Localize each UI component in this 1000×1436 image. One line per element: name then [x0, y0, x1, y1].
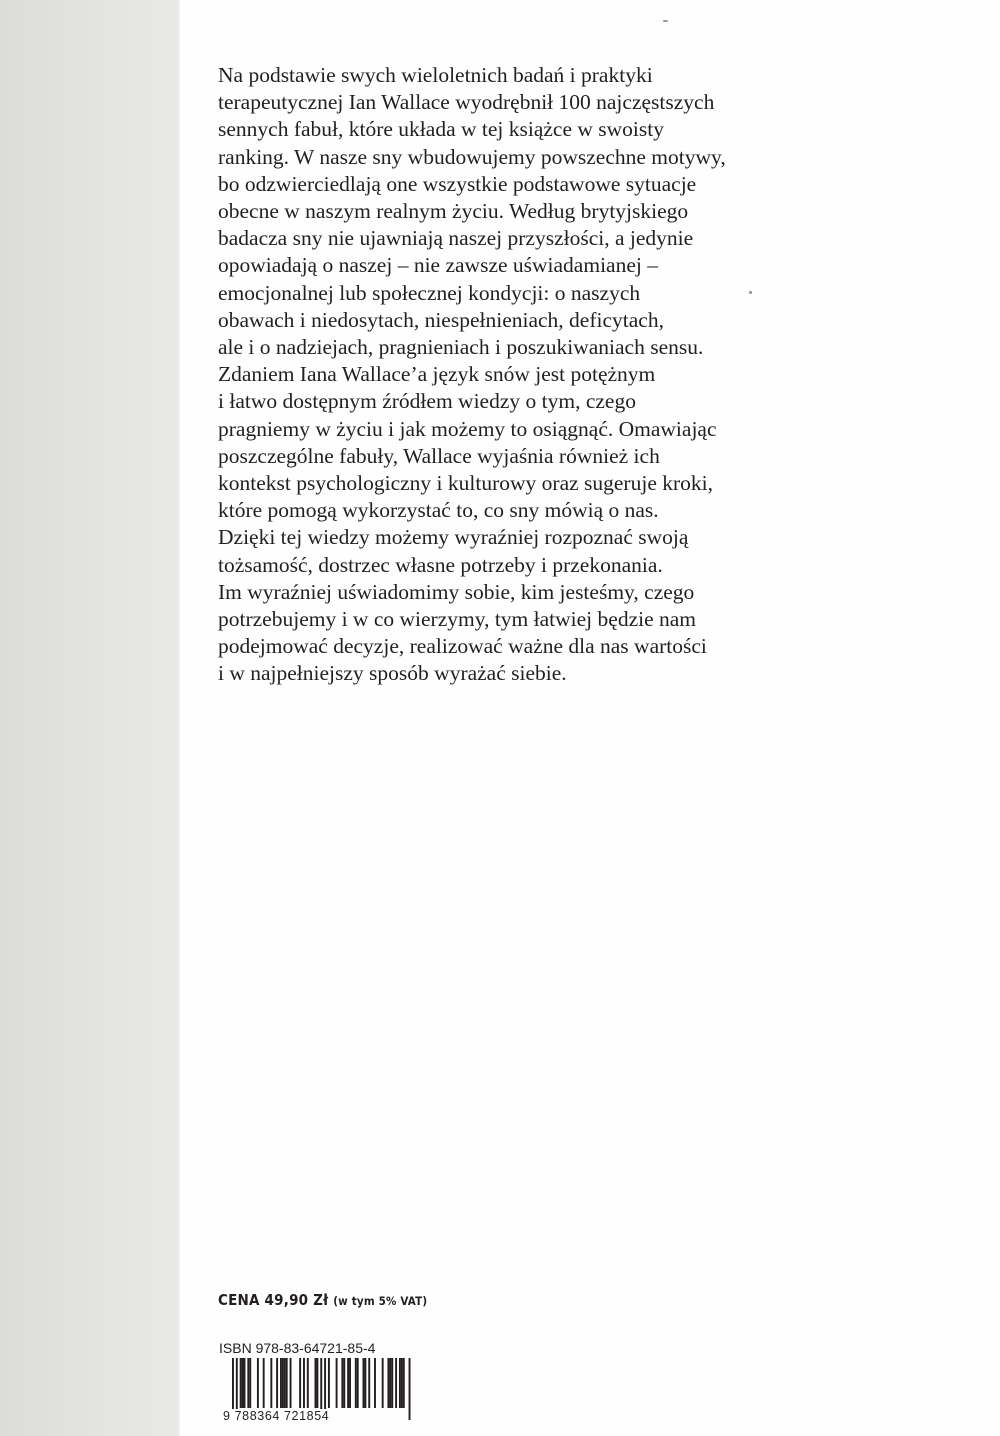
blurb-line: i łatwo dostępnym źródłem wiedzy o tym, czego [218, 389, 636, 414]
barcode-bar [242, 1358, 244, 1408]
barcode-bar [328, 1358, 330, 1408]
barcode-bar [282, 1358, 284, 1408]
blurb-line: obawach i niedosytach, niespełnieniach, deficytach, [218, 307, 664, 332]
barcode-bar [357, 1358, 359, 1408]
blurb-line: i w najpełniejszy sposób wyrażać siebie. [218, 661, 567, 686]
barcode-bar [382, 1358, 384, 1408]
barcode-bar [336, 1358, 338, 1408]
blurb-line: Dzięki tej wiedzy możemy wyraźniej rozpoznać swoją [218, 525, 689, 550]
barcode-bar [249, 1358, 251, 1408]
barcode-bar [403, 1358, 405, 1408]
barcode-bar [401, 1358, 403, 1408]
barcode-bar [347, 1358, 349, 1408]
barcode-bar [374, 1358, 376, 1408]
print-speck [663, 20, 668, 22]
barcode-bar [343, 1358, 345, 1408]
blurb-line: ranking. W nasze sny wbudowujemy powszechne motywy, [218, 144, 726, 169]
barcode-bar [315, 1358, 317, 1408]
barcode-bar [391, 1358, 393, 1408]
barcode-bar [247, 1358, 249, 1408]
barcode-bar [387, 1358, 389, 1408]
blurb-line: terapeutycznej Ian Wallace wyodrębnił 100 najczęstszych [218, 90, 715, 115]
barcode-digits-text: 9 788364 721854 [223, 1409, 330, 1423]
barcode-bar [368, 1358, 370, 1408]
blurb-line: Im wyraźniej uświadomimy sobie, kim jesteśmy, czego [218, 579, 695, 604]
barcode-bar [307, 1358, 309, 1408]
barcode-bar [257, 1358, 259, 1408]
barcode-bar [341, 1358, 343, 1408]
blurb-line: bo odzwierciedlają one wszystkie podstawowe sytuacje [218, 171, 697, 196]
barcode-bar [290, 1358, 292, 1408]
blurb-line: poszczególne fabuły, Wallace wyjaśnia również ich [218, 443, 660, 468]
blurb-line: pragniemy w życiu i jak możemy to osiągnąć. Omawiając [218, 416, 717, 441]
barcode-bar [280, 1358, 282, 1408]
blurb-line: Na podstawie swych wieloletnich badań i praktyki [218, 63, 653, 87]
isbn-label: ISBN 978-83-64721-85-4 [219, 1340, 376, 1356]
price-label [218, 1291, 427, 1309]
barcode-bar [244, 1358, 246, 1408]
spine-shadow-band [0, 0, 178, 1436]
barcode-digits [222, 1409, 412, 1423]
price-value: CENA 49,90 Zł [218, 1291, 329, 1309]
barcode-bar [284, 1358, 286, 1408]
blurb-line: opowiadają o naszej – nie zawsze uświadamianej – [218, 253, 658, 278]
blurb-line: które pomogą wykorzystać to, co sny mówią o nas. [218, 498, 659, 523]
barcode-bar [270, 1358, 272, 1408]
barcode-bar [299, 1358, 301, 1408]
blurb-line: sennych fabuł, które układa w tej książce w swoisty [218, 117, 664, 142]
barcode-bar [263, 1358, 265, 1408]
barcode-bar [276, 1358, 278, 1408]
barcode-bar [303, 1358, 305, 1408]
barcode-bar [355, 1358, 357, 1408]
blurb-line: kontekst psychologiczny i kulturowy oraz sugeruje kroki, [218, 471, 713, 496]
barcode-bar [389, 1358, 391, 1408]
barcode-bar [364, 1358, 366, 1408]
blurb-line: Zdaniem Iana Wallace’a język snów jest potężnym [218, 362, 656, 387]
barcode-bar [316, 1358, 318, 1408]
barcode-bar [286, 1358, 288, 1408]
barcode-bar [349, 1358, 351, 1408]
blurb-line: potrzebujemy i w co wierzymy, tym łatwiej będzie nam [218, 607, 697, 632]
blurb-line: badacza sny nie ujawniają naszej przyszłości, a jedynie [218, 226, 694, 251]
barcode-bar [399, 1358, 401, 1408]
barcode-bar [240, 1358, 242, 1408]
vat-note: (w tym 5% VAT) [333, 1294, 428, 1308]
blurb-text [218, 62, 778, 688]
barcode-bar [363, 1358, 365, 1408]
barcode-bar [395, 1358, 397, 1408]
blurb-line: obecne w naszym realnym życiu. Według brytyjskiego [218, 199, 689, 224]
blurb-line: tożsamość, dostrzec własne potrzeby i przekonania. [218, 552, 663, 577]
blurb-line: emocjonalnej lub społecznej kondycji: o naszych [218, 280, 641, 305]
blurb-line: ale i o nadziejach, pragnieniach i poszukiwaniach sensu. [218, 335, 704, 360]
blurb-line: podejmować decyzje, realizować ważne dla nas wartości [218, 634, 707, 659]
